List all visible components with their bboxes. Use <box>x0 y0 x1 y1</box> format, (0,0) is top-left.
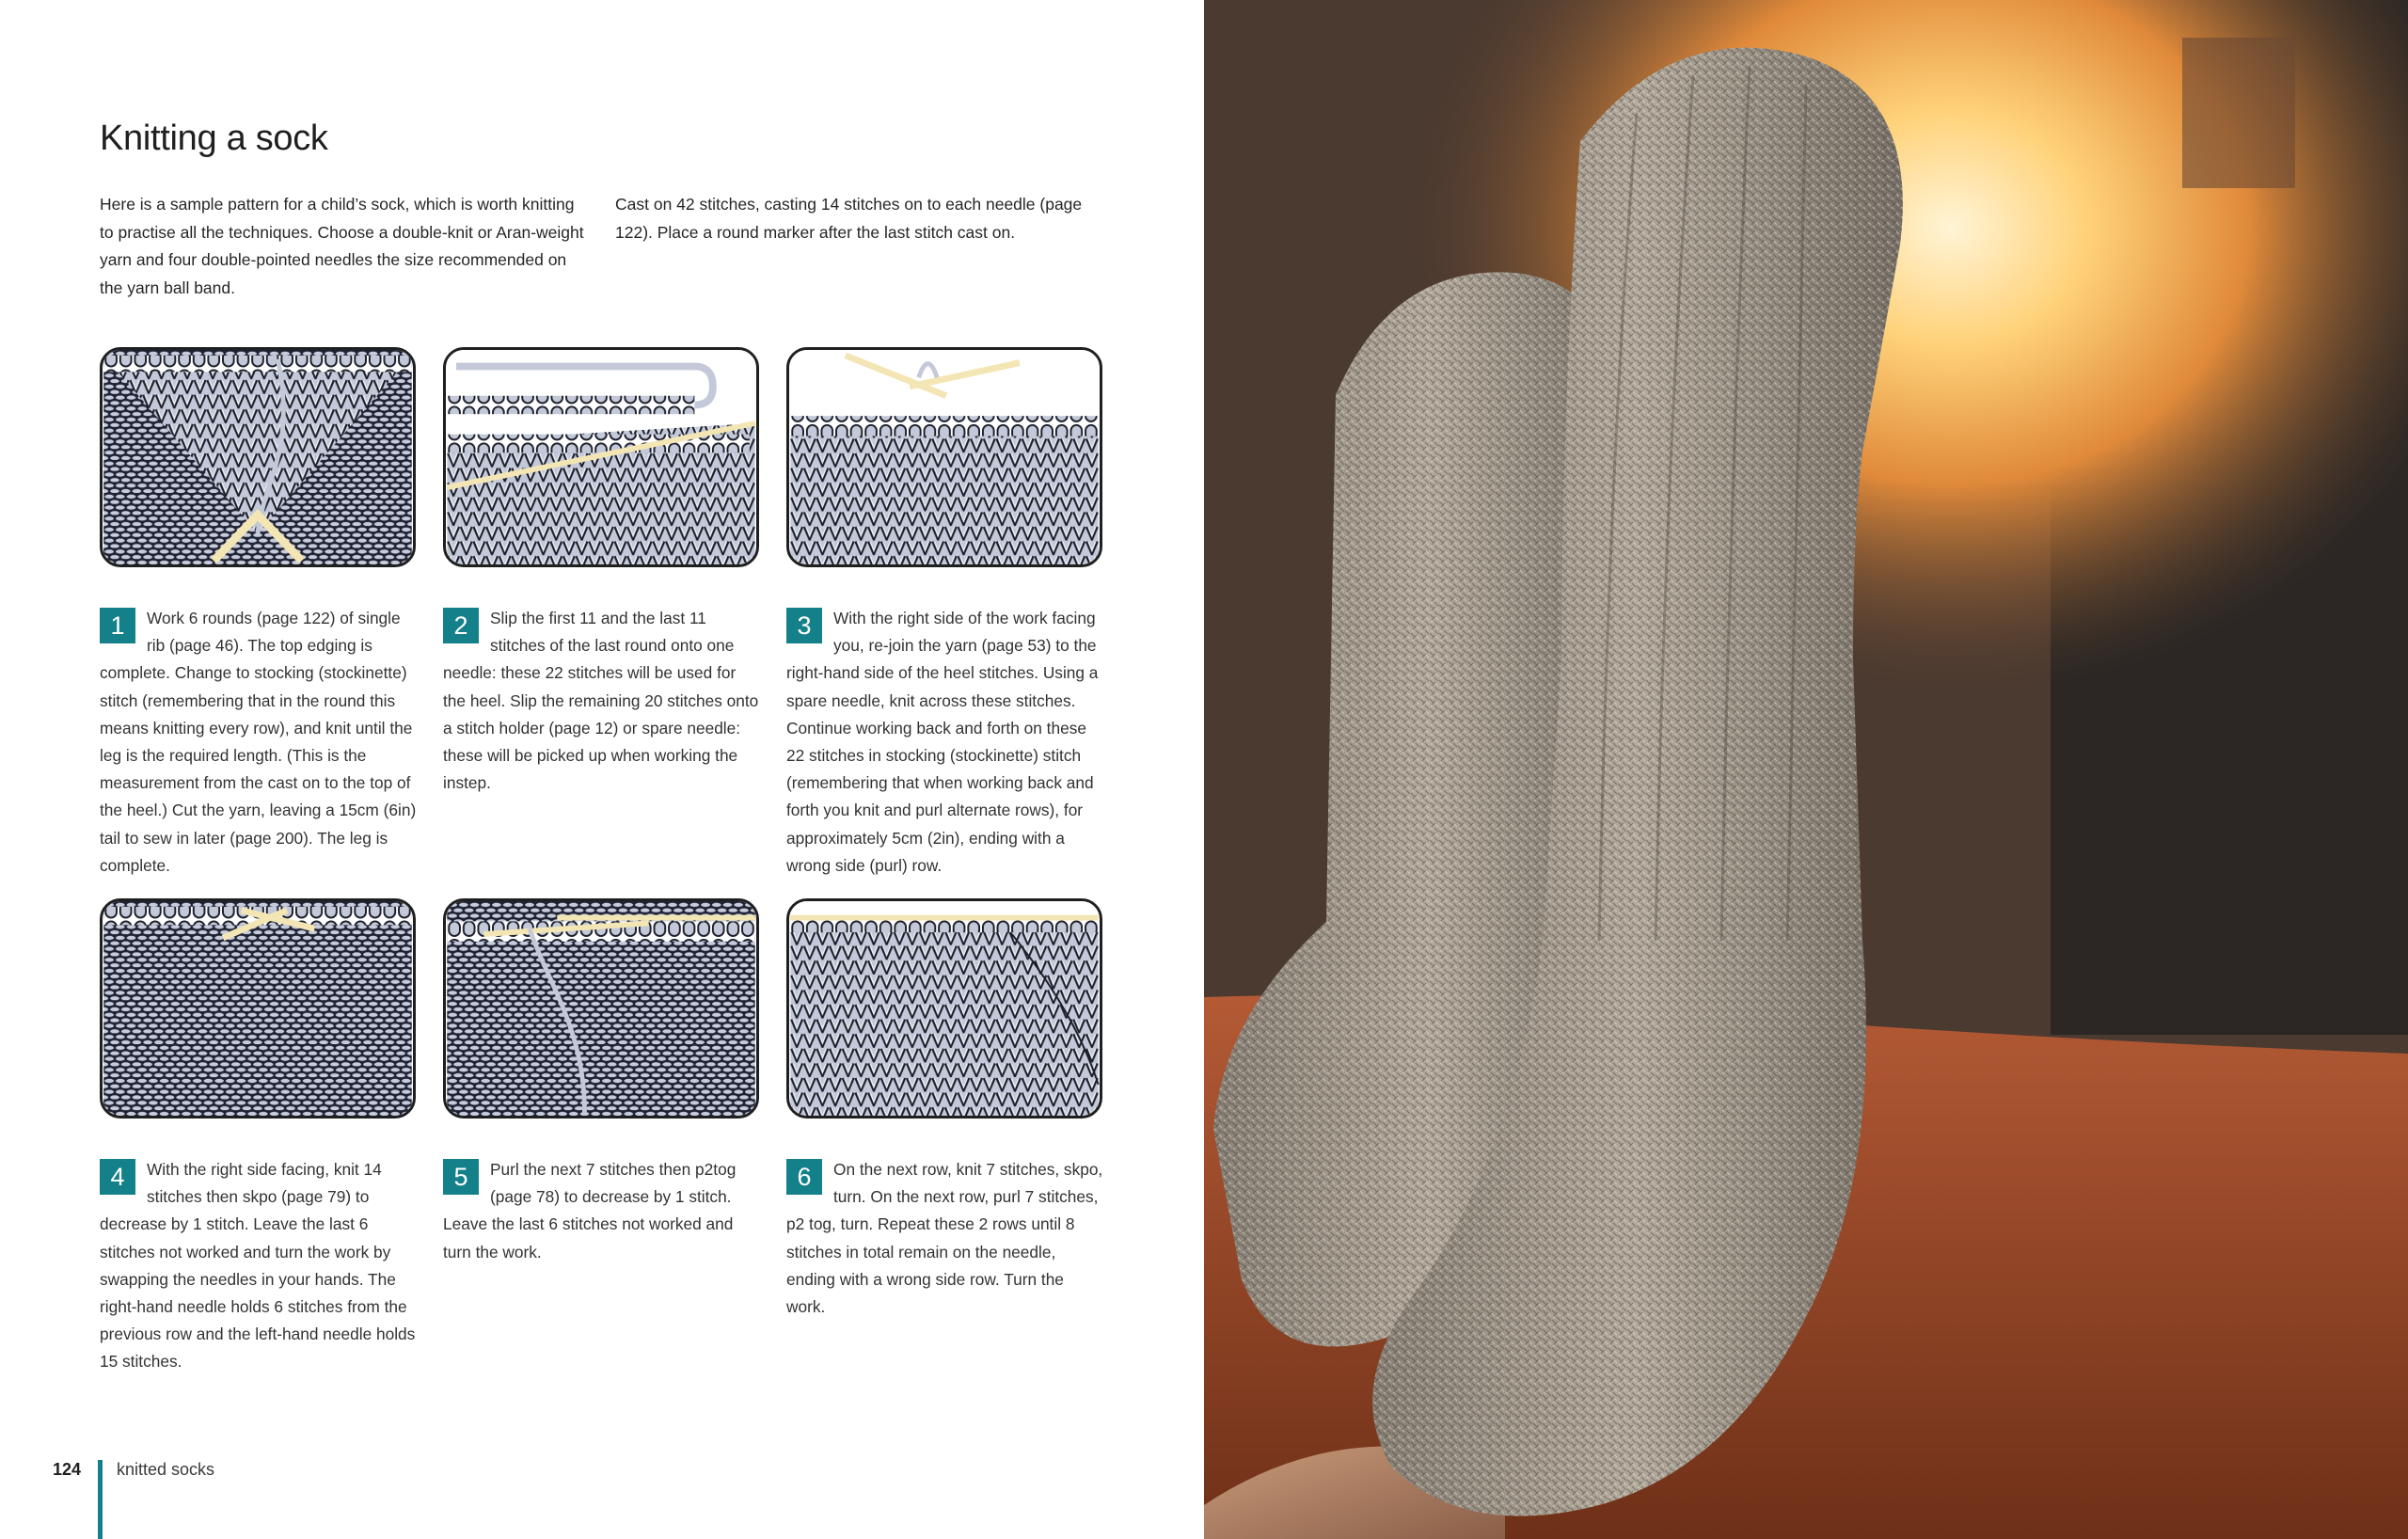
figure-step-1 <box>100 347 416 567</box>
figure-step-2 <box>443 347 759 567</box>
knitting-illustration <box>103 350 413 564</box>
step-number-badge: 3 <box>786 608 822 643</box>
step-text: Work 6 rounds (page 122) of single rib (page 46). The top edging is complete. Change to stocking (stockinette) stitch (remembering that in the round this means knitting every row), and knit until the leg is the required length. (This is the measurement from the cast on to the top of the heel.) Cut the yarn, leaving a 15cm (6in) tail to sew in later (page 200). The leg is complete. <box>100 609 417 875</box>
knitting-illustration <box>789 901 1100 1116</box>
step-6 <box>786 1156 1104 1321</box>
step-1 <box>100 605 418 880</box>
step-number-badge: 5 <box>443 1159 479 1195</box>
step-text: With the right side facing, knit 14 stitches then skpo (page 79) to decrease by 1 stitch. Leave the last 6 stitches not worked and turn the work by swapping the needles in your hands. The right-hand needle holds 6 stitches from the previous row and the left-hand needle holds 15 stitches. <box>100 1160 416 1372</box>
knitting-illustration <box>103 901 413 1116</box>
footer-accent-bar <box>98 1460 103 1539</box>
figure-step-6 <box>786 898 1102 1119</box>
step-number-badge: 6 <box>786 1159 822 1195</box>
step-3 <box>786 605 1104 880</box>
step-text: Purl the next 7 stitches then p2tog (page 78) to decrease by 1 stitch. Leave the last 6 stitches not worked and turn the work. <box>443 1160 737 1261</box>
figure-step-3 <box>786 347 1102 567</box>
photo-page <box>1204 0 2408 1539</box>
intro-paragraph-right: Cast on 42 stitches, casting 14 stitches on to each needle (page 122). Place a round marker after the last stitch cast on. <box>615 195 1083 242</box>
step-text: Slip the first 11 and the last 11 stitches of the last round onto one needle: these 22 stitches will be used for the heel. Slip the remaining 20 stitches onto a stitch holder (page 12) or spare needle: these will be picked up when working the instep. <box>443 609 759 793</box>
step-4 <box>100 1156 418 1376</box>
page-title: Knitting a sock <box>100 119 328 158</box>
figure-step-4 <box>100 898 416 1119</box>
section-name: knitted socks <box>117 1460 215 1479</box>
knitting-illustration <box>446 901 756 1116</box>
step-5 <box>443 1156 761 1266</box>
figure-step-5 <box>443 898 759 1119</box>
step-text: On the next row, knit 7 stitches, skpo, turn. On the next row, purl 7 stitches, p2 tog, turn. Repeat these 2 rows until 8 stitches in total remain on the needle, ending with a wrong side row. Turn the work. <box>786 1160 1103 1317</box>
step-number-badge: 4 <box>100 1159 135 1195</box>
step-number-badge: 1 <box>100 608 135 643</box>
sock-photo <box>1204 0 2408 1539</box>
intro-paragraph-left: Here is a sample pattern for a child’s sock, which is worth knitting to practise all the techniques. Choose a double-knit or Aran-weight yarn and four double-pointed needles the size recommended on the yarn ball band. <box>100 195 584 297</box>
page-number: 124 <box>53 1460 82 1479</box>
step-number-badge: 2 <box>443 608 479 643</box>
knitting-illustration <box>789 350 1100 564</box>
step-text: With the right side of the work facing you, re-join the yarn (page 53) to the right-hand side of the heel stitches. Using a spare needle, knit across these stitches. Continue working back and forth on these 22 stitches in stocking (stockinette) stitch (remembering that when working back and forth you knit and purl alternate rows), for approximately 5cm (2in), ending with a wrong side (purl) row. <box>786 609 1099 875</box>
step-2 <box>443 605 761 797</box>
knitting-illustration <box>446 350 756 564</box>
